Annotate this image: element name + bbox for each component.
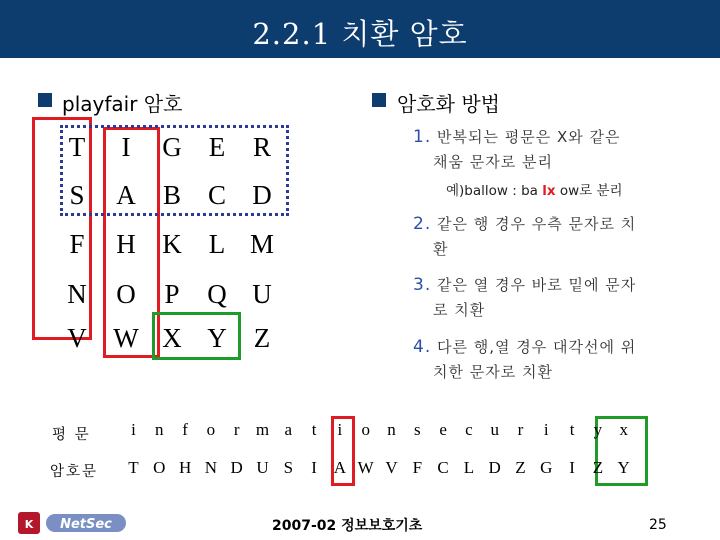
matrix-cell: G — [162, 132, 182, 162]
ciphertext-letter: Z — [592, 458, 604, 477]
slide-title: 2.2.1 치환 암호 — [252, 17, 468, 51]
ciphertext-letter: V — [385, 458, 398, 477]
matrix-cell: S — [69, 180, 85, 210]
rule-text: 환 — [433, 240, 449, 258]
matrix-cell: U — [252, 279, 272, 309]
plaintext-letter: x — [619, 420, 628, 439]
matrix-cell: V — [67, 323, 87, 353]
title-bar — [0, 0, 720, 58]
rule-item — [413, 335, 636, 385]
example-prefix: 예)ballow : ba — [446, 183, 543, 199]
plaintext-letter: y — [593, 420, 603, 439]
rule-text: 채움 문자로 분리 — [433, 153, 553, 171]
plaintext-letter: t — [311, 420, 317, 439]
matrix-cell: Q — [207, 279, 227, 309]
rule-text: 다른 행,열 경우 대각선에 위 — [437, 338, 637, 356]
rule-number: 1. — [413, 127, 432, 147]
ciphertext-letter: F — [412, 458, 423, 477]
rule-example — [446, 179, 623, 199]
plaintext-letter: s — [413, 420, 421, 439]
ciphertext-letter: D — [230, 458, 243, 477]
rule-number: 2. — [413, 214, 432, 234]
matrix-cell: W — [113, 323, 139, 353]
rule-text: 로 치환 — [433, 301, 486, 319]
matrix-cell: L — [208, 229, 226, 259]
plaintext-letter: m — [255, 420, 270, 439]
plaintext-letter: e — [439, 420, 447, 439]
matrix-cell: C — [207, 180, 226, 210]
ciphertext-letter: N — [204, 458, 218, 477]
matrix-cell: P — [164, 279, 180, 309]
ciphertext-letter: A — [333, 458, 347, 477]
matrix-cell: F — [69, 229, 85, 259]
plaintext-letter: o — [206, 420, 216, 439]
rule-number: 3. — [413, 275, 432, 295]
ciphertext-letter: D — [488, 458, 501, 477]
matrix-cell: A — [116, 180, 136, 210]
right-heading: 암호화 방법 — [397, 92, 500, 116]
page-number: 25 — [649, 517, 667, 533]
ciphertext-letter: I — [569, 458, 575, 477]
ciphertext-letter: S — [283, 458, 294, 477]
ciphertext-letter: H — [178, 458, 192, 477]
bullet-icon — [372, 93, 386, 107]
matrix-cell: T — [68, 132, 86, 162]
matrix-cell: K — [162, 229, 182, 259]
ciphertext-label: 암호문 — [50, 464, 99, 480]
ciphertext-letter: T — [128, 458, 139, 477]
rule-number: 4. — [413, 337, 432, 357]
rule-item — [413, 125, 621, 175]
plaintext-letter: c — [465, 420, 473, 439]
bullet-icon — [38, 93, 52, 107]
logo-icon — [18, 510, 128, 536]
plaintext-letter: r — [233, 420, 240, 439]
left-heading: playfair 암호 — [62, 92, 183, 116]
plaintext-label: 평 문 — [52, 427, 91, 443]
plaintext-letter: a — [284, 420, 293, 439]
rule-text: 같은 열 경우 바로 밑에 문자 — [437, 276, 637, 294]
rule-item — [413, 212, 636, 262]
rule-item — [413, 273, 636, 323]
example-highlight: lx — [542, 183, 556, 199]
matrix-cell: I — [121, 132, 131, 162]
ciphertext-letter: W — [357, 458, 374, 477]
ciphertext-letter: O — [153, 458, 166, 477]
matrix-cell: M — [249, 229, 274, 259]
rule-text: 치한 문자로 치환 — [433, 363, 553, 381]
ciphertext-letter: C — [437, 458, 449, 477]
matrix-cell: Y — [207, 323, 227, 353]
matrix-cell: H — [116, 229, 136, 259]
matrix-cell: X — [162, 323, 182, 353]
matrix-cell: Z — [253, 323, 271, 353]
matrix-cell: B — [162, 180, 181, 210]
plaintext-letter: n — [155, 420, 164, 439]
matrix-cell: E — [208, 132, 226, 162]
ciphertext-letter: L — [463, 458, 475, 477]
plaintext-letter: f — [182, 420, 188, 439]
ciphertext-letter: Y — [617, 458, 630, 477]
logo-text: NetSec — [60, 517, 112, 532]
plaintext-letter: t — [569, 420, 575, 439]
plaintext-letter: i — [337, 420, 343, 439]
netsec-logo — [18, 510, 128, 540]
plaintext-letter: i — [543, 420, 549, 439]
rule-text: 반복되는 평문은 X와 같은 — [437, 128, 621, 146]
plaintext-letter: o — [361, 420, 370, 439]
plaintext-letter: r — [517, 420, 524, 439]
svg-text:K: K — [24, 518, 34, 531]
rule-text: 같은 행 경우 우측 문자로 치 — [437, 215, 637, 233]
matrix-cell: N — [67, 279, 87, 309]
footer-course: 2007-02 정보보호기초 — [272, 518, 423, 534]
matrix-cell: D — [252, 180, 272, 210]
plaintext-letter: u — [490, 420, 499, 439]
ciphertext-letter: G — [540, 458, 553, 477]
matrix-cell: R — [252, 132, 271, 162]
ciphertext-letter: U — [256, 458, 269, 477]
matrix-cell: O — [116, 279, 136, 309]
plaintext-letter: i — [131, 420, 136, 439]
ciphertext-letter: Z — [515, 458, 526, 477]
example-suffix: ow로 분리 — [555, 183, 623, 199]
ciphertext-letter: I — [311, 458, 317, 477]
plaintext-letter: n — [387, 420, 396, 439]
